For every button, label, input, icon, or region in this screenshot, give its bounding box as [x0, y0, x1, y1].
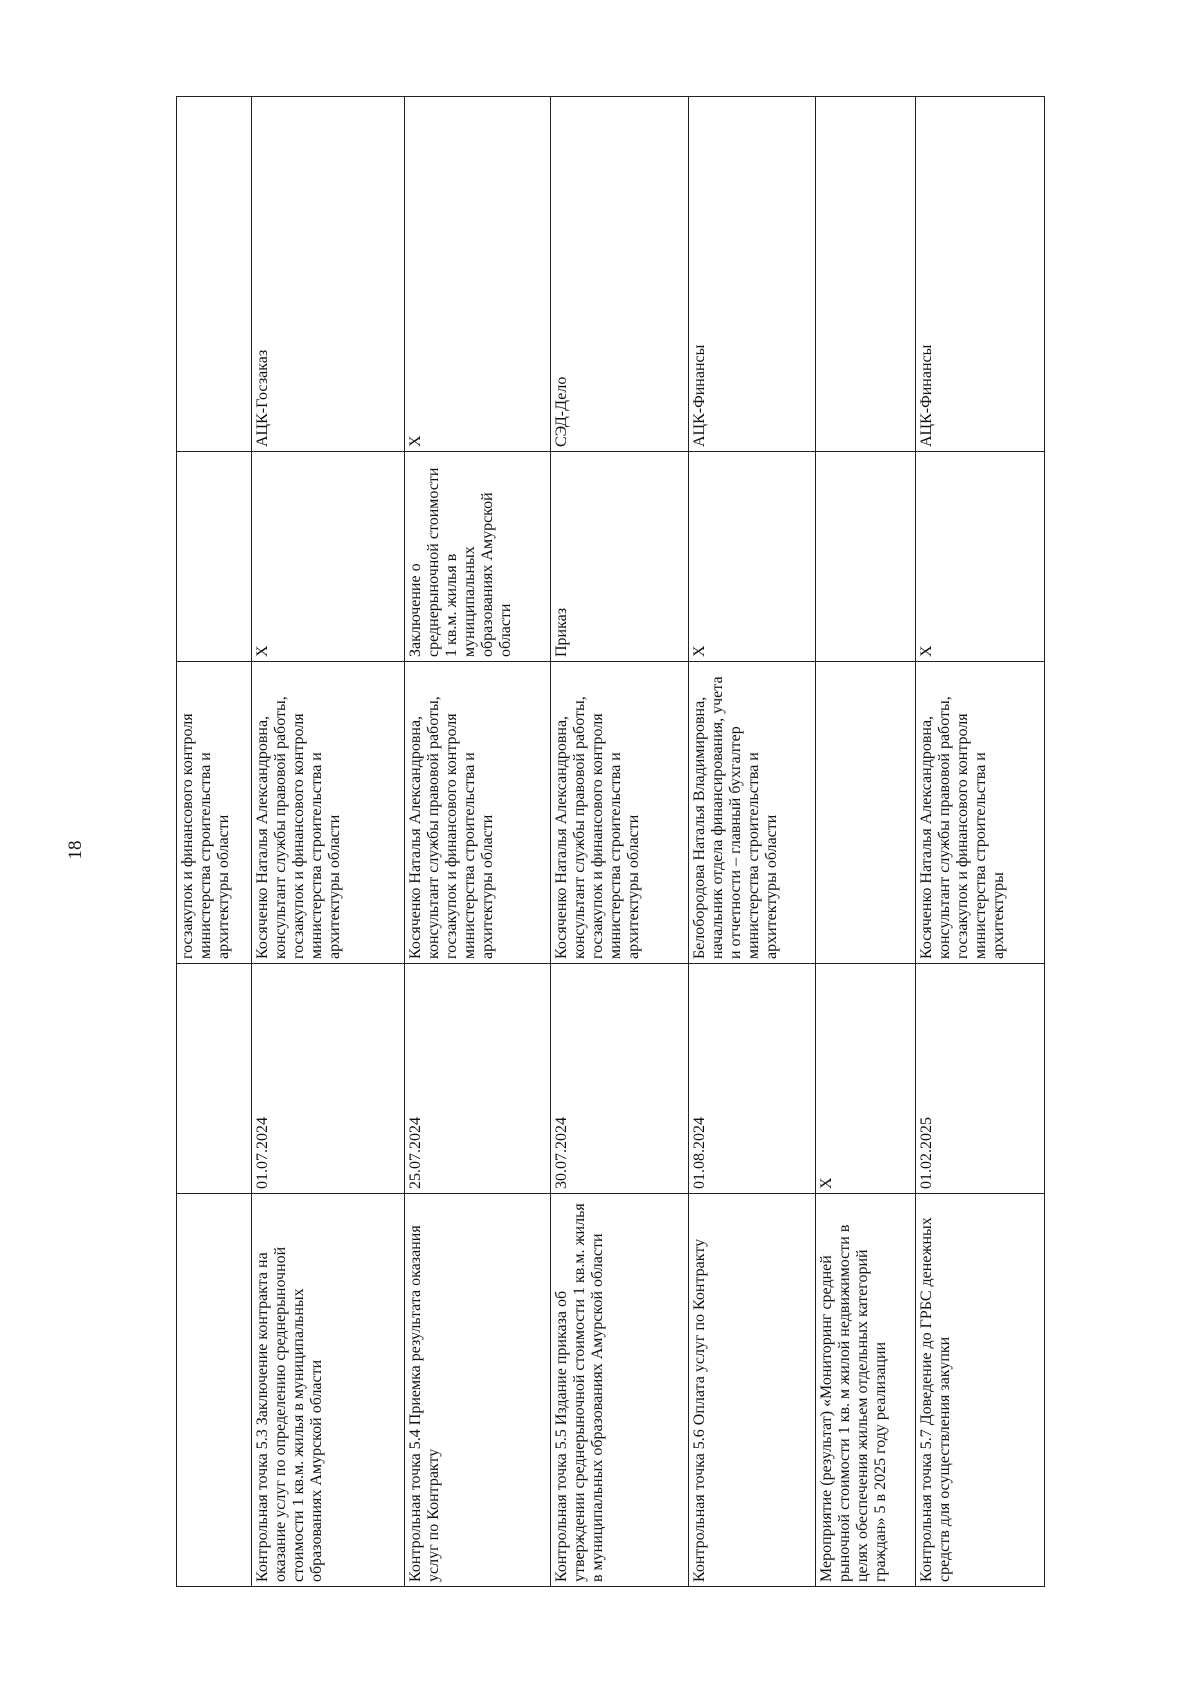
cell-responsible: Косяченко Наталья Александровна, консультант службы правовой работы, госзакупок и финансового контроля министерства строительства и архитектуры области: [551, 662, 689, 964]
cell-system: СЭД-Дело: [551, 97, 689, 452]
cell-event: Контрольная точка 5.4 Приемка результата оказания услуг по Контракту: [405, 1194, 551, 1587]
table-row: [916, 97, 1045, 1587]
table-row: [405, 97, 551, 1587]
table-row: [252, 97, 405, 1587]
cell-system: Х: [405, 97, 551, 452]
cell-event: Контрольная точка 5.7 Доведение до ГРБС денежных средств для осуществления закупки: [916, 1194, 1045, 1587]
cell-document: Приказ: [551, 452, 689, 662]
page-number: 18: [65, 840, 86, 860]
cell-event: Мероприятие (результат) «Мониторинг средней рыночной стоимости 1 кв. м жилой недвижимости в целях обеспечения жильем отдельных категорий граждан» 5 в 2025 году реализации: [816, 1194, 916, 1587]
cell-date: 25.07.2024: [405, 964, 551, 1194]
cell-responsible: [816, 662, 916, 964]
cell-system: [816, 97, 916, 452]
table-row: [177, 97, 252, 1587]
document-table: [176, 96, 1045, 1587]
cell-event: Контрольная точка 5.5 Издание приказа об утверждении среднерыночной стоимости 1 кв.м. жилья в муниципальных образованиях Амурской области: [551, 1194, 689, 1587]
cell-document: Х: [916, 452, 1045, 662]
cell-date: Х: [816, 964, 916, 1194]
rotated-table-container: [176, 97, 1044, 1587]
cell-document: [816, 452, 916, 662]
cell-date: [177, 964, 252, 1194]
cell-system: АЦК-Финансы: [689, 97, 816, 452]
cell-event: [177, 1194, 252, 1587]
cell-responsible: Косяченко Наталья Александровна, консультант службы правовой работы, госзакупок и финансового контроля министерства строительства и архитектуры области: [252, 662, 405, 964]
cell-document: Заключение о среднерыночной стоимости 1 кв.м. жилья в муниципальных образованиях Амурской области: [405, 452, 551, 662]
cell-date: 01.08.2024: [689, 964, 816, 1194]
table-row: [816, 97, 916, 1587]
cell-responsible: Косяченко Наталья Александровна, консультант службы правовой работы, госзакупок и финансового контроля министерства строительства и архитектуры: [916, 662, 1045, 964]
cell-document: [177, 452, 252, 662]
cell-event: Контрольная точка 5.6 Оплата услуг по Контракту: [689, 1194, 816, 1587]
cell-responsible: госзакупок и финансового контроля министерства строительства и архитектуры области: [177, 662, 252, 964]
cell-responsible: Косяченко Наталья Александровна, консультант службы правовой работы, госзакупок и финансового контроля министерства строительства и архитектуры области: [405, 662, 551, 964]
cell-system: [177, 97, 252, 452]
cell-event: Контрольная точка 5.3 Заключение контракта на оказание услуг по определению среднерыночной стоимости 1 кв.м. жилья в муниципальных образованиях Амурской области: [252, 1194, 405, 1587]
cell-responsible: Белобородова Наталья Владимировна, начальник отдела финансирования, учета и отчетности – главный бухгалтер министерства строительства и архитектуры области: [689, 662, 816, 964]
cell-date: 30.07.2024: [551, 964, 689, 1194]
cell-system: АЦК-Финансы: [916, 97, 1045, 452]
cell-system: АЦК-Госзаказ: [252, 97, 405, 452]
cell-document: Х: [689, 452, 816, 662]
cell-date: 01.07.2024: [252, 964, 405, 1194]
table-row: [551, 97, 689, 1587]
cell-document: Х: [252, 452, 405, 662]
table-row: [689, 97, 816, 1587]
cell-date: 01.02.2025: [916, 964, 1045, 1194]
